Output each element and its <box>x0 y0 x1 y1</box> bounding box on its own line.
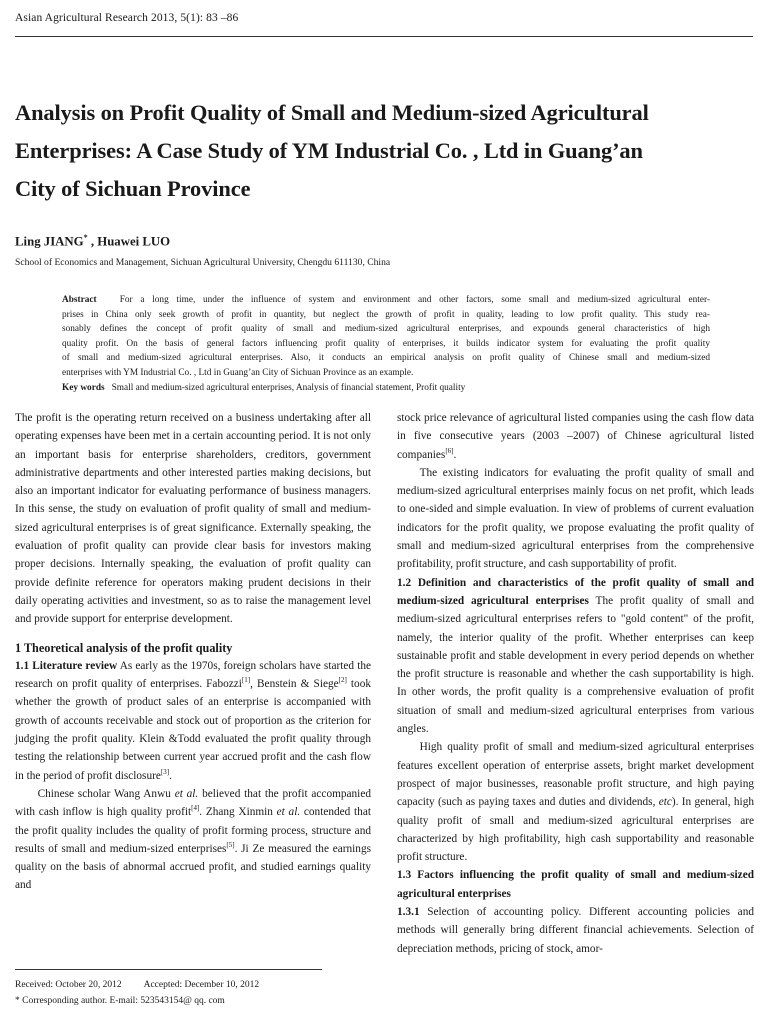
abstract-block <box>62 293 710 395</box>
received-date: October 20, 2012 <box>55 980 122 990</box>
subsubsection-number: 1.3.1 <box>397 906 420 919</box>
paper-title <box>15 94 755 208</box>
corresponding-mark: * <box>83 233 88 242</box>
footnote-dates <box>15 978 259 992</box>
body-text: The profit quality of small and medium-sized agricultural enterprises refers to "gold content" of the profit, namely, the interior quality of the profit. Whether enterprises can keep sustainable profit and stable development in every period depends on whether the profit structure is reasonable and whether the cash supportability is high. In other words, the profit quality is a comprehensive evaluation of profit situation of small and medium-sized agricultural enterprises from various angles. <box>397 594 754 736</box>
body-text: , Benstein & Siege <box>250 678 339 691</box>
italic-text: et al. <box>174 787 199 800</box>
author-name: Ling JIANG <box>15 234 84 249</box>
abstract-line <box>62 293 710 308</box>
body-text: ). In general, high quality profit of small and medium-sized agricultural enterprises are characterized by high profitability, high cash supportability and reasonable profit structure. <box>397 796 754 864</box>
body-text: Selection of accounting policy. Different accounting policies and methods will generally bring different financial achievements. Selection of depreciation methods, pricing of stock, amor- <box>397 906 754 955</box>
abstract-line: sonably defines the concept of profit quality of small and medium-sized agricultural enterprises, and expounds general characteristics of high <box>62 324 710 335</box>
abstract-line: quality profit. On the basis of general factors influencing profit quality of enterprises, it builds indicator system for evaluating the profit quality <box>62 338 710 349</box>
right-column <box>397 409 754 958</box>
body-text: believed that the profit accompanied with cash inflow is high quality profit <box>15 787 371 819</box>
accepted-label: Accepted: <box>143 980 183 990</box>
citation: [6] <box>445 446 454 455</box>
body-text: . <box>169 769 172 782</box>
affiliation: School of Economics and Management, Sichuan Agricultural University, Chengdu 611130, China <box>15 257 391 268</box>
italic-text: et al. <box>276 806 301 819</box>
title-line: Enterprises: A Case Study of YM Industrial Co. , Ltd in Guang’an <box>15 138 643 163</box>
author-separator: , <box>87 234 98 249</box>
body-text: stock price relevance of agricultural listed companies using the cash flow data in five consecutive years (2003 –2007) of Chinese agricultural listed companies <box>397 412 754 461</box>
citation: [2] <box>338 676 347 685</box>
subsection-heading: 1.2 Definition and characteristics of the profit quality of small and medium-sized agricultural enterprises <box>397 576 754 607</box>
corresponding-author-text: Corresponding author. E-mail: 523543154@ qq. com <box>22 996 225 1006</box>
abstract-text: For a long time, under the influence of system and environment and other factors, some small and medium-sized agricultural enter- <box>119 295 710 305</box>
left-column <box>15 409 371 895</box>
received-label: Received: <box>15 980 53 990</box>
body-paragraph <box>397 738 754 866</box>
keywords-label: Key words <box>62 382 105 393</box>
body-paragraph <box>15 785 371 895</box>
footnote-rule <box>15 969 322 970</box>
subsection-heading: 1.3 Factors influencing the profit quality of small and medium-sized agricultural enterprises <box>397 869 754 900</box>
author-name: Huawei LUO <box>97 234 171 249</box>
body-text: . Ji Ze measured the earnings quality on the basis of abnormal accrued profit, and studied earnings quality and <box>15 842 371 892</box>
section-heading: 1 Theoretical analysis of the profit quality <box>15 640 233 655</box>
body-text: . Zhang Xinmin <box>199 806 277 819</box>
body-paragraph: The existing indicators for evaluating the profit quality of small and medium-sized agricultural enterprises mainly focus on net profit, which leads to one-sided and simple evaluation. In view of problems of current evaluation indicators for the profit quality, we propose evaluating the profit quality of small and medium-sized agricultural enterprises from the comprehensive profitability, profit structure, and cash supportability of profit. <box>397 466 754 571</box>
citation: [5] <box>226 841 235 850</box>
definition-paragraph <box>397 574 754 739</box>
body-text: contended that the profit quality includes the quality of profit forming process, structure and results of small and medium-sized enterprises <box>15 806 371 855</box>
abstract-line: of small and medium-sized agricultural enterprises. Also, it conducts an empirical analysis on profit quality of Chinese small and medium-sized <box>62 353 710 364</box>
citation: [3] <box>160 767 170 776</box>
citation: [1] <box>241 676 251 685</box>
abstract-line: enterprises with YM Industrial Co. , Ltd in Guang’an City of Sichuan Province as an example. <box>62 367 414 378</box>
footnote-corresponding <box>15 994 225 1008</box>
body-text: . <box>453 448 457 461</box>
journal-header: Asian Agricultural Research 2013, 5(1): 83 –86 <box>15 12 239 24</box>
body-text: Chinese scholar Wang Anwu <box>37 787 175 800</box>
subsection-heading: 1.1 Literature review <box>15 659 118 672</box>
keywords-text: Small and medium-sized agricultural enterprises, Analysis of financial statement, Profit quality <box>111 382 466 393</box>
accepted-date: December 10, 2012 <box>184 980 260 990</box>
corresponding-mark: * <box>15 996 20 1006</box>
abstract-line: prises in China only seek growth of profit in quantity, but neglect the growth of profit in quality, leading to low profit quality. This study rea- <box>62 309 710 320</box>
body-text: As early as the 1970s, foreign scholars have started the research on profit quality of enterprises. Fabozzi <box>15 659 371 691</box>
body-paragraph <box>397 903 754 958</box>
italic-text: etc <box>658 796 672 809</box>
title-line: City of Sichuan Province <box>15 176 251 201</box>
citation: [4] <box>191 804 200 813</box>
author-list <box>15 233 170 249</box>
literature-review-paragraph <box>15 657 371 785</box>
intro-paragraph: The profit is the operating return received on a business undertaking after all operating expenses have been met in a certain accounting period. It is not only an important basis for enterprise shareholders, creditors, government administrative departments and other interested parties making decisions, but also an important indicator for evaluating performance of business managers. In this sense, the study on evaluation of profit quality of small and medium-sized agricultural enterprises is of great significance. Externally speaking, the evaluation of profit quality can provide clear basis for investors making proper decisions. Internally speaking, the evaluation of profit quality can provide definite reference for operators making prudent decisions in their daily operating activities and investment, so as to raise the management level and provide support for enterprise development. <box>15 412 371 626</box>
title-line: Analysis on Profit Quality of Small and Medium-sized Agricultural <box>15 100 649 125</box>
body-paragraph <box>397 409 754 464</box>
header-rule <box>15 36 753 37</box>
abstract-label: Abstract <box>62 295 97 305</box>
keywords-line <box>62 381 710 396</box>
body-text: High quality profit of small and medium-sized agricultural enterprises features excellent operation of enterprise assets, bright market development prospect of major businesses, reasonable profit structure, and high paying capacity (such as paying taxes and duties and dividends, <box>397 741 754 809</box>
body-text: took whether the growth of product sales of an enterprise is accompanied with growth of accounts receivable and stock out of proportion as the criterion for judging the profit quality. Klein &Todd evaluated the profit quality through testing the relationship between current year accrued profit and the cash flow in the period of profit disclosure <box>15 678 371 782</box>
